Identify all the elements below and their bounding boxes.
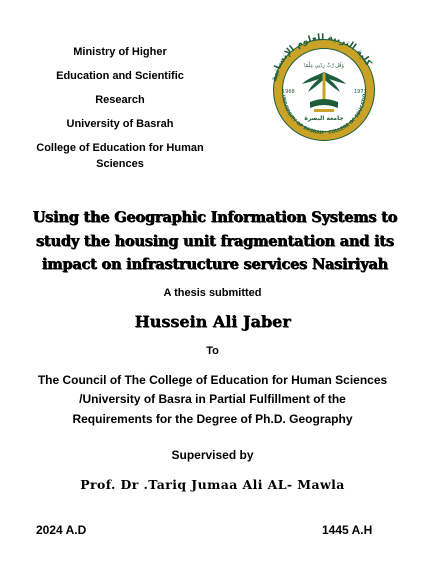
- institution-line-3: Research: [95, 94, 145, 106]
- college-logo: [258, 22, 390, 154]
- thesis-title-line-2: study the housing unit fragmentation and its: [36, 233, 394, 250]
- supervised-by-label: Supervised by: [171, 448, 254, 462]
- institution-line-4: University of Basrah: [66, 118, 174, 130]
- date-ah: 1445 A.H: [322, 523, 373, 537]
- council-line-3: Requirements for the Degree of Ph.D. Geography: [72, 412, 353, 426]
- institution-line-2: Education and Scientific: [56, 70, 184, 82]
- institution-line-5: College of Education for Human: [36, 142, 204, 154]
- logo-motto: وَقُل رَّبِّ زِدْنِي عِلْمًا: [304, 63, 344, 69]
- logo-year-left: 1968: [282, 89, 295, 95]
- council-line-1: The Council of The College of Education for Human Sciences: [37, 373, 388, 387]
- college-seal-icon: [258, 22, 390, 154]
- logo-year-right: 1973: [354, 89, 367, 95]
- institution-line-1: Ministry of Higher: [73, 46, 167, 58]
- logo-english-ring: UNIVERSITY OF BASRAH · COLLEGE OF EDUCATIO: [280, 93, 368, 137]
- institution-line-6: Sciences: [96, 158, 144, 170]
- to-label: To: [206, 345, 219, 357]
- council-line-2: /University of Basra in Partial Fulfillment of the: [79, 392, 346, 406]
- author-name: Hussein Ali Jaber: [134, 312, 291, 331]
- date-ad: 2024 A.D: [36, 523, 87, 537]
- supervisor-name: Prof. Dr .Tariq Jumaa Ali AL- Mawla: [80, 477, 345, 492]
- thesis-title-line-1: Using the Geographic Information Systems to: [32, 209, 398, 226]
- thesis-title-line-3: impact on infrastructure services Nasiriyah: [41, 256, 389, 273]
- thesis-submitted-label: A thesis submitted: [163, 287, 262, 299]
- logo-arabic-top: كلية التربية للعلوم الإنسانية: [269, 32, 374, 83]
- logo-arabic-bottom: جامعة البصرة: [304, 115, 344, 122]
